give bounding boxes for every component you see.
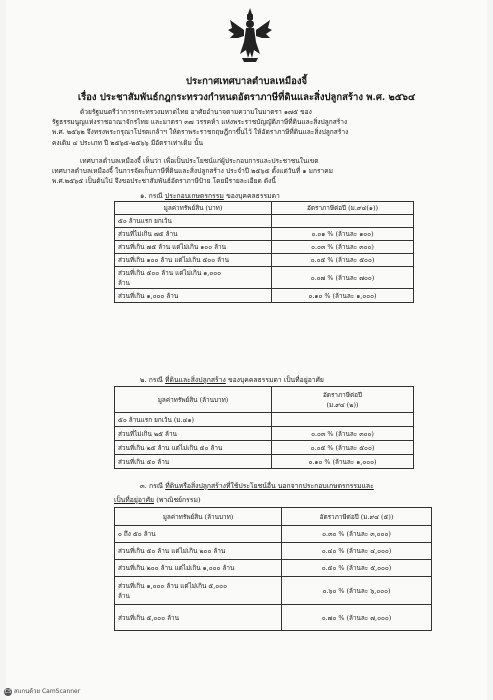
- rate-table-residential: [114, 386, 414, 469]
- table-row: ส่วนที่เกิน ๕๐ ล้าน ๐.๑๐ % (ล้านละ ๑,๐๐๐): [115, 455, 414, 469]
- paragraph-line: เทศบาลตำบลเหมืองจี้ ในการจัดเก็บภาษีที่ดินและสิ่งปลูกสร้าง ประจำปี ๒๕๖๕ ตั้งแต่วันที่ ๑ มกราคม: [52, 167, 333, 175]
- camscanner-logo-icon: CS: [4, 688, 12, 695]
- table-header: มูลค่าทรัพย์สิน (บาท): [115, 202, 272, 215]
- table-row: ส่วนที่เกิน ๒๐๐ ล้าน แต่ไม่เกิน ๑,๐๐๐ ล้าน ๐.๕๐ % (ล้านละ ๕,๐๐๐): [115, 560, 432, 577]
- table-row: ส่วนที่เกิน ๕๐ ล้าน แต่ไม่เกิน ๒๐๐ ล้าน ๐.๔๐ % (ล้านละ ๔,๐๐๐): [115, 543, 432, 560]
- table-row: ส่วนที่เกิน ๑๐๐ ล้าน แต่ไม่เกิน ๕๐๐ ล้าน ๐.๐๕ % (ล้านละ ๕๐๐): [115, 254, 414, 267]
- paragraph-line: พ.ศ.๒๕๖๕ เป็นต้นไป จึงขอประชาสัมพันธ์อัตราภาษีป้าย โดยมีรายละเอียด ดังนี้: [52, 177, 276, 185]
- table-row: ส่วนที่เกิน ๒๕ ล้าน แต่ไม่เกิน ๕๐ ล้าน ๐.๐๕ % (ล้านละ ๕๐๐): [115, 441, 414, 455]
- table-row: ส่วนที่เกิน ๑,๐๐๐ ล้าน แต่ไม่เกิน ๕,๐๐๐ ล้าน ๐.๖๐ % (ล้านละ ๖,๐๐๐): [115, 577, 432, 605]
- table-row: ส่วนที่เกิน ๕๐๐ ล้าน แต่ไม่เกิน ๑,๐๐๐ ล้าน ๐.๐๗ % (ล้านละ ๗๐๐): [115, 267, 414, 289]
- announcement-org-title: ประกาศเทศบาลตำบลเหมืองจี้: [185, 76, 308, 87]
- table-header: มูลค่าทรัพย์สิน (ล้านบาท): [115, 387, 272, 413]
- paragraph-line: คงเดิม ๔ ประเภท ปี ๒๕๖๕-๒๕๖๖ มีอัตราเท่าเดิม นั้น: [52, 139, 203, 147]
- paragraph-line: พ.ศ. ๒๕๖๒ จึงทรงพระกรุณาโปรดเกล้าฯ ให้ตราพระราชกฤษฎีกาขึ้นไว้ ให้อัตราภาษีที่ดินและสิ่งปลูกสร้าง: [52, 128, 349, 136]
- table-row: ๕๐ ล้านแรก ยกเว้น: [115, 215, 414, 228]
- paragraph-line: เทศบาลตำบลเหมืองจี้ เห็นว่า เพื่อเป็นประโยชน์แก่ผู้ประกอบการและประชาชนในเขต: [80, 157, 319, 165]
- paragraph-line: ด้วยรัฐมนตรีว่าการกระทรวงมหาดไทย อาศัยอำนาจตามความในมาตรา ๑๗๕ ของ: [80, 108, 312, 116]
- rate-table-commercial: [114, 507, 432, 631]
- section-3-heading-cont: เป็นที่อยู่อาศัย (พาณิชย์กรรม): [114, 496, 201, 504]
- table-header: อัตราภาษีต่อปี (ม.๙๔ (๕)): [282, 508, 432, 526]
- table-header: อัตราภาษีต่อปี (ม.๙๔ (๒)): [272, 387, 414, 413]
- table-row: ส่วนที่ไม่เกิน ๒๕ ล้าน ๐.๐๓ % (ล้านละ ๓๐๐): [115, 427, 414, 441]
- announcement-subject: เรื่อง ประชาสัมพันธ์กฎกระทรวงกำหนดอัตราภาษีที่ดินและสิ่งปลูกสร้าง พ.ศ. ๒๕๖๔: [77, 92, 416, 103]
- section-1-heading: ๑. กรณี ประกอบเกษตรกรรม ของบุคคลธรรมดา: [140, 192, 280, 200]
- section-2-heading: ๒. กรณี ที่ดินและสิ่งปลูกสร้าง ของบุคคลธรรมดา เป็นที่อยู่อาศัย: [140, 376, 324, 384]
- table-row: ๕๐ ล้านแรก ยกเว้น (ม.๔๑): [115, 413, 414, 427]
- table-row: ส่วนที่เกิน ๑,๐๐๐ ล้าน ๐.๑๐ % (ล้านละ ๑,๐๐๐): [115, 289, 414, 303]
- table-header: อัตราภาษีต่อปี (ม.๙๔(๑)): [272, 202, 414, 215]
- table-row: ๐ ถึง ๕๐ ล้าน ๐.๓๐ % (ล้านละ ๓,๐๐๐): [115, 526, 432, 543]
- section-3-heading: ๓. กรณี ที่ดินหรือสิ่งปลูกสร้างที่ใช้ประโยชน์อื่น นอกจากประกอบเกษตรกรรมและ: [140, 482, 374, 490]
- camscanner-watermark: CS สแกนด้วย CamScanner: [4, 688, 81, 695]
- table-header: มูลค่าทรัพย์สิน (ล้านบาท): [115, 508, 282, 526]
- table-row: ส่วนที่เกิน ๕,๐๐๐ ล้าน ๐.๗๐ % (ล้านละ ๗,๐๐๐): [115, 605, 432, 631]
- paragraph-line: รัฐธรรมนูญแห่งราชอาณาจักรไทย และมาตรา ๓๗ วรรคห้า แห่งพระราชบัญญัติภาษีที่ดินและสิ่งปลูกสร้าง: [52, 118, 348, 126]
- garuda-emblem: [228, 6, 272, 64]
- table-row: ส่วนที่เกิน ๗๕ ล้าน แต่ไม่เกิน ๑๐๐ ล้าน ๐.๐๓ % (ล้านละ ๓๐๐): [115, 241, 414, 254]
- table-row: ส่วนที่ไม่เกิน ๗๕ ล้าน ๐.๐๑ % (ล้านละ ๑๐๐): [115, 228, 414, 241]
- rate-table-agriculture: [114, 201, 414, 303]
